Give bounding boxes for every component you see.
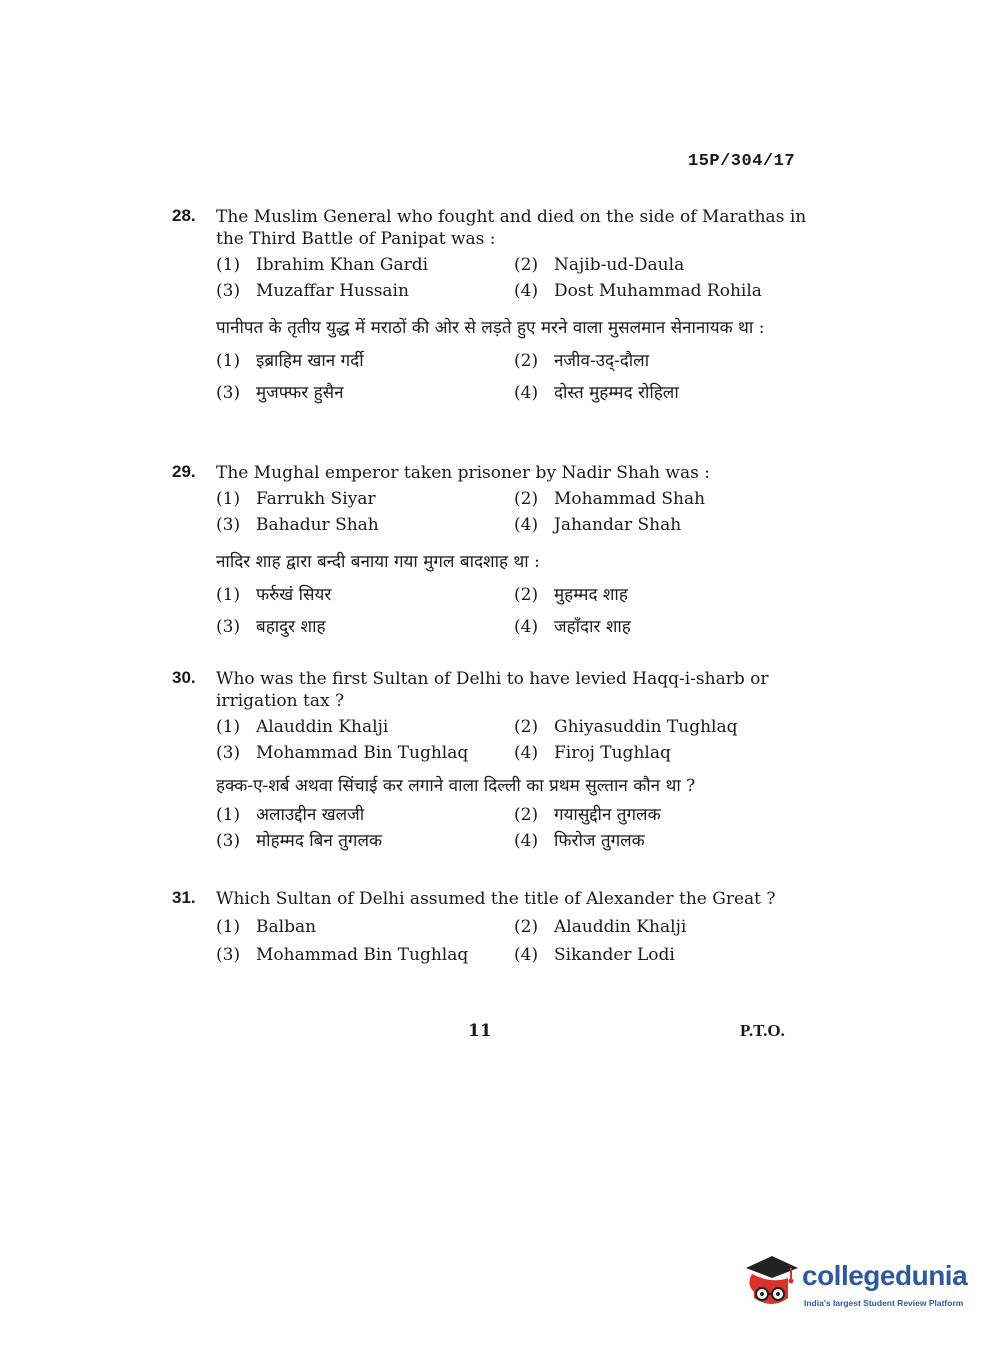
options-hindi xyxy=(216,584,812,638)
option-text: बहादुर शाह xyxy=(256,617,326,637)
collegedunia-watermark xyxy=(742,1250,972,1322)
option xyxy=(514,488,814,510)
option xyxy=(514,830,814,852)
option-text: नजीव-उद्-दौला xyxy=(554,351,650,371)
option-text: Ghiyasuddin Tughlaq xyxy=(554,717,738,737)
question-30 xyxy=(172,668,812,852)
option-number: (4) xyxy=(514,281,539,301)
option-number: (3) xyxy=(216,743,241,763)
option-number: (4) xyxy=(514,515,539,535)
options-english xyxy=(216,916,812,966)
option-number: (2) xyxy=(514,489,539,509)
option-text: मुहम्मद शाह xyxy=(554,585,628,605)
option-number: (3) xyxy=(216,383,241,403)
options-hindi xyxy=(216,350,812,404)
option xyxy=(514,616,814,638)
option-number: (1) xyxy=(216,585,241,605)
option-text: Balban xyxy=(256,917,317,937)
option xyxy=(514,804,814,826)
option-text: Mohammad Shah xyxy=(554,489,706,509)
option xyxy=(216,742,514,764)
page-number: 11 xyxy=(468,1021,492,1041)
option-text: Sikander Lodi xyxy=(554,945,675,965)
option-number: (4) xyxy=(514,617,539,637)
option-number: (4) xyxy=(514,383,539,403)
option-text: Muzaffar Hussain xyxy=(256,281,409,301)
option xyxy=(216,916,514,938)
question-number: 31. xyxy=(172,888,196,907)
option-text: मोहम्मद बिन तुगलक xyxy=(256,831,383,851)
options-hindi xyxy=(216,804,812,852)
option-text: मुजफ्फर हुसैन xyxy=(256,383,344,403)
option xyxy=(216,382,514,404)
option xyxy=(514,514,814,536)
option-text: Alauddin Khalji xyxy=(256,717,389,737)
option xyxy=(514,254,814,276)
option xyxy=(514,944,814,966)
question-text-hindi: हक्क-ए-शर्ब अथवा सिंचाई कर लगाने वाला दिल्ली का प्रथम सुल्तान कौन था ? xyxy=(216,776,696,796)
option xyxy=(216,254,514,276)
option-number: (3) xyxy=(216,831,241,851)
pto-label: P.T.O. xyxy=(740,1021,785,1040)
option-text: फर्रुखं सियर xyxy=(256,585,332,605)
question-number: 28. xyxy=(172,206,196,225)
option-text: Farrukh Siyar xyxy=(256,489,376,509)
option xyxy=(216,804,514,826)
options-english xyxy=(216,488,812,536)
option-number: (2) xyxy=(514,585,539,605)
option-text: Mohammad Bin Tughlaq xyxy=(256,945,469,965)
question-text-hindi: नादिर शाह द्वारा बन्दी बनाया गया मुगल बादशाह था : xyxy=(216,552,540,572)
option-text: Najib-ud-Daula xyxy=(554,255,685,275)
option xyxy=(216,584,514,606)
option-number: (2) xyxy=(514,351,539,371)
option-text: Jahandar Shah xyxy=(554,515,682,535)
option-text: दोस्त मुहम्मद रोहिला xyxy=(554,383,679,403)
option xyxy=(514,742,814,764)
question-text-hindi: पानीपत के तृतीय युद्ध में मराठों की ओर से लड़ते हुए मरने वाला मुसलमान सेनानायक था : xyxy=(216,318,765,338)
option-number: (2) xyxy=(514,255,539,275)
question-text-english: The Muslim General who fought and died on the side of Marathas in the Third Battle of Panipat was : xyxy=(216,207,807,249)
option-text: जहाँदार शाह xyxy=(554,617,631,637)
paper-code: 15P/304/17 xyxy=(688,152,796,171)
brand-tagline: India's largest Student Review Platform xyxy=(804,1298,964,1308)
mascot-logo-icon xyxy=(742,1254,800,1310)
option-number: (1) xyxy=(216,717,241,737)
question-number: 30. xyxy=(172,668,196,687)
option xyxy=(216,716,514,738)
option-number: (3) xyxy=(216,281,241,301)
option xyxy=(514,350,814,372)
option-number: (1) xyxy=(216,917,241,937)
option-number: (1) xyxy=(216,805,241,825)
option-number: (1) xyxy=(216,255,241,275)
option xyxy=(216,350,514,372)
option-number: (3) xyxy=(216,617,241,637)
brand-name: collegedunia xyxy=(802,1260,968,1291)
question-28 xyxy=(172,206,812,404)
question-text-english: Which Sultan of Delhi assumed the title of Alexander the Great ? xyxy=(216,889,776,909)
option-text: Dost Muhammad Rohila xyxy=(554,281,762,301)
option xyxy=(216,488,514,510)
option-text: अलाउद्दीन खलजी xyxy=(256,805,365,825)
option-number: (4) xyxy=(514,945,539,965)
option-number: (1) xyxy=(216,351,241,371)
option-number: (2) xyxy=(514,717,539,737)
option-number: (3) xyxy=(216,515,241,535)
option xyxy=(514,382,814,404)
option-number: (2) xyxy=(514,917,539,937)
option-number: (3) xyxy=(216,945,241,965)
option xyxy=(216,616,514,638)
option-text: गयासुद्दीन तुगलक xyxy=(554,805,661,825)
option xyxy=(514,584,814,606)
option-number: (1) xyxy=(216,489,241,509)
option-number: (4) xyxy=(514,831,539,851)
option-text: Mohammad Bin Tughlaq xyxy=(256,743,469,763)
option xyxy=(216,830,514,852)
option-number: (2) xyxy=(514,805,539,825)
option xyxy=(216,280,514,302)
option xyxy=(514,916,814,938)
question-31 xyxy=(172,888,812,966)
options-english xyxy=(216,716,812,764)
option xyxy=(514,280,814,302)
question-29 xyxy=(172,462,812,638)
option-text: Ibrahim Khan Gardi xyxy=(256,255,429,275)
options-english xyxy=(216,254,812,302)
option-text: इब्राहिम खान गर्दी xyxy=(256,351,364,371)
question-text-english: Who was the first Sultan of Delhi to have levied Haqq-i-sharb or irrigation tax ? xyxy=(216,669,769,711)
option xyxy=(514,716,814,738)
option-number: (4) xyxy=(514,743,539,763)
question-number: 29. xyxy=(172,462,196,481)
option-text: Bahadur Shah xyxy=(256,515,379,535)
option-text: Firoj Tughlaq xyxy=(554,743,671,763)
option-text: Alauddin Khalji xyxy=(554,917,687,937)
option-text: फिरोज तुगलक xyxy=(554,831,645,851)
option xyxy=(216,514,514,536)
question-text-english: The Mughal emperor taken prisoner by Nadir Shah was : xyxy=(216,463,710,483)
option xyxy=(216,944,514,966)
